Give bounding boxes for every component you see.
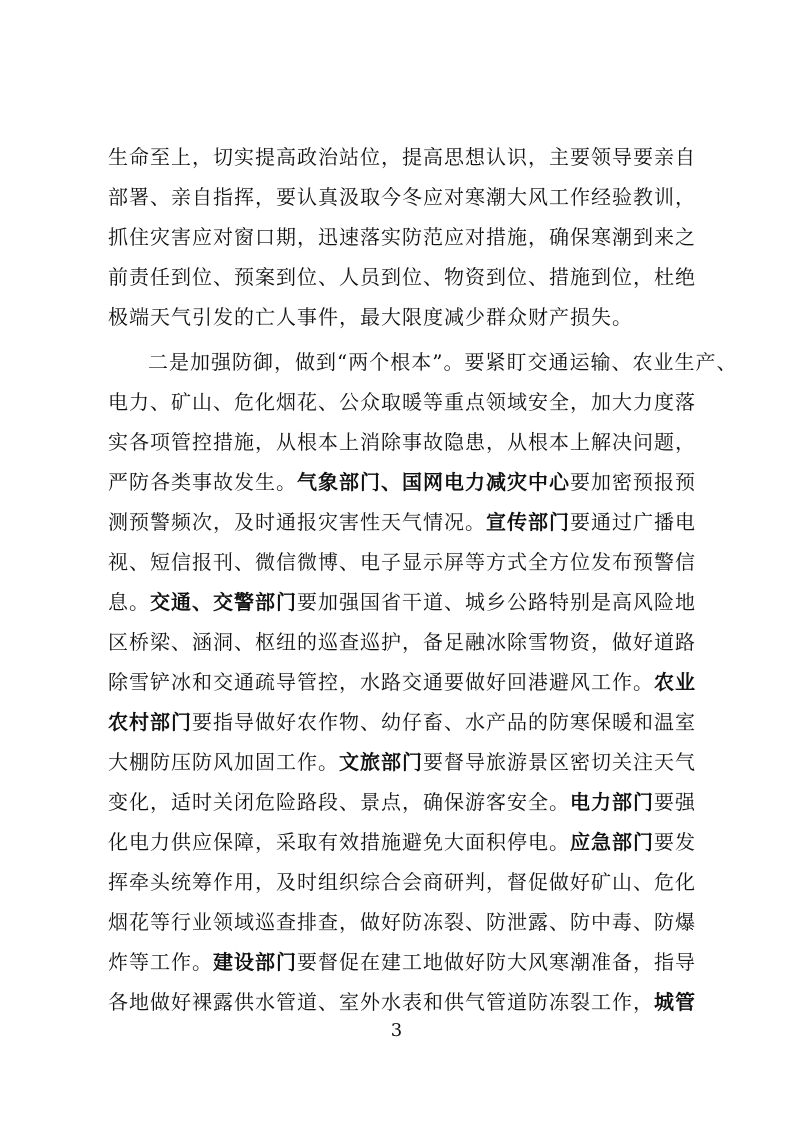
text-line: 视 、 短 信 报 刊 、 微 信 微 博 、 电 子 显 示 屏 等 方 式 全 方 位 发 布 预 警 信 — [108, 550, 696, 574]
text-line: 变 化 ， 适 时 关 闭 危 险 路 段 、 景 点 ， 确 保 游 客 安 全 。 电 力 部 门 要 强 — [108, 790, 696, 814]
text-line: 息 。 交 通 、 交 警 部 门 要 加 强 国 省 干 道 、 城 乡 公 路 特 别 是 高 风 险 地 — [108, 590, 696, 614]
text-line: 测 预 警 频 次 ， 及 时 通 报 灾 害 性 天 气 情 况 。 宣 传 部 门 要 通 过 广 播 电 — [108, 510, 696, 534]
text-line: 实 各 项 管 控 措 施 ， 从 根 本 上 消 除 事 故 隐 患 ， 从 根 本 上 解 决 问 题 ， — [108, 430, 696, 454]
text-line: 大 棚 防 压 防 风 加 固 工 作 。 文 旅 部 门 要 督 导 旅 游 景 区 密 切 关 注 天 气 — [108, 750, 696, 774]
text-line: 挥 牵 头 统 筹 作 用 ， 及 时 组 织 综 合 会 商 研 判 ， 督 促 做 好 矿 山 、 危 化 — [108, 870, 696, 894]
text-line: 农 村 部 门 要 指 导 做 好 农 作 物 、 幼 仔 畜 、 水 产 品 的 防 寒 保 暖 和 温 室 — [108, 710, 696, 734]
text-line: 化 电 力 供 应 保 障 ， 采 取 有 效 措 施 避 免 大 面 积 停 电 。 应 急 部 门 要 发 — [108, 830, 696, 854]
text-line: 除 雪 铲 冰 和 交 通 疏 导 管 控 ， 水 路 交 通 要 做 好 回 港 避 风 工 作 。 农 业 — [108, 670, 696, 694]
text-line: 极 端 天 气 引 发 的 亡 人 事 件 ， 最 大 限 度 减 少 群 众 财 产 损 失 。 — [108, 305, 633, 329]
text-line: 抓 住 灾 害 应 对 窗 口 期 ， 迅 速 落 实 防 范 应 对 措 施 ， 确 保 寒 潮 到 来 之 — [108, 225, 696, 249]
text-line: 电 力 、 矿 山 、 危 化 烟 花 、 公 众 取 暖 等 重 点 领 域 安 全 ， 加 大 力 度 落 — [108, 390, 696, 414]
text-line: 烟 花 等 行 业 领 域 巡 查 排 查 ， 做 好 防 冻 裂 、 防 泄 露 、 防 中 毒 、 防 爆 — [108, 910, 696, 934]
text-line: 各 地 做 好 裸 露 供 水 管 道 、 室 外 水 表 和 供 气 管 道 防 冻 裂 工 作 ， 城 管 — [108, 990, 696, 1014]
text-line: 二 是 加 强 防 御 ， 做 到 “ 两 个 根 本 ” 。 要 紧 盯 交 通 运 输 、 农 业 生 产 、 — [148, 350, 738, 374]
text-line: 区 桥 梁 、 涵 洞 、 枢 纽 的 巡 查 巡 护 ， 备 足 融 冰 除 雪 物 资 ， 做 好 道 路 — [108, 630, 696, 654]
text-line: 部 署 、 亲 自 指 挥 ， 要 认 真 汲 取 今 冬 应 对 寒 潮 大 风 工 作 经 验 教 训 ， — [108, 185, 696, 209]
page-number: 3 — [390, 1020, 403, 1041]
text-line: 生 命 至 上 ， 切 实 提 高 政 治 站 位 ， 提 高 思 想 认 识 ， 主 要 领 导 要 亲 自 — [108, 145, 696, 169]
text-line: 前 责 任 到 位 、 预 案 到 位 、 人 员 到 位 、 物 资 到 位 、 措 施 到 位 ， 杜 绝 — [108, 265, 696, 289]
text-line: 严 防 各 类 事 故 发 生 。 气 象 部 门 、 国 网 电 力 减 灾 中 心 要 加 密 预 报 预 — [108, 470, 696, 494]
text-line: 炸 等 工 作 。 建 设 部 门 要 督 促 在 建 工 地 做 好 防 大 风 寒 潮 准 备 ， 指 导 — [108, 950, 696, 974]
